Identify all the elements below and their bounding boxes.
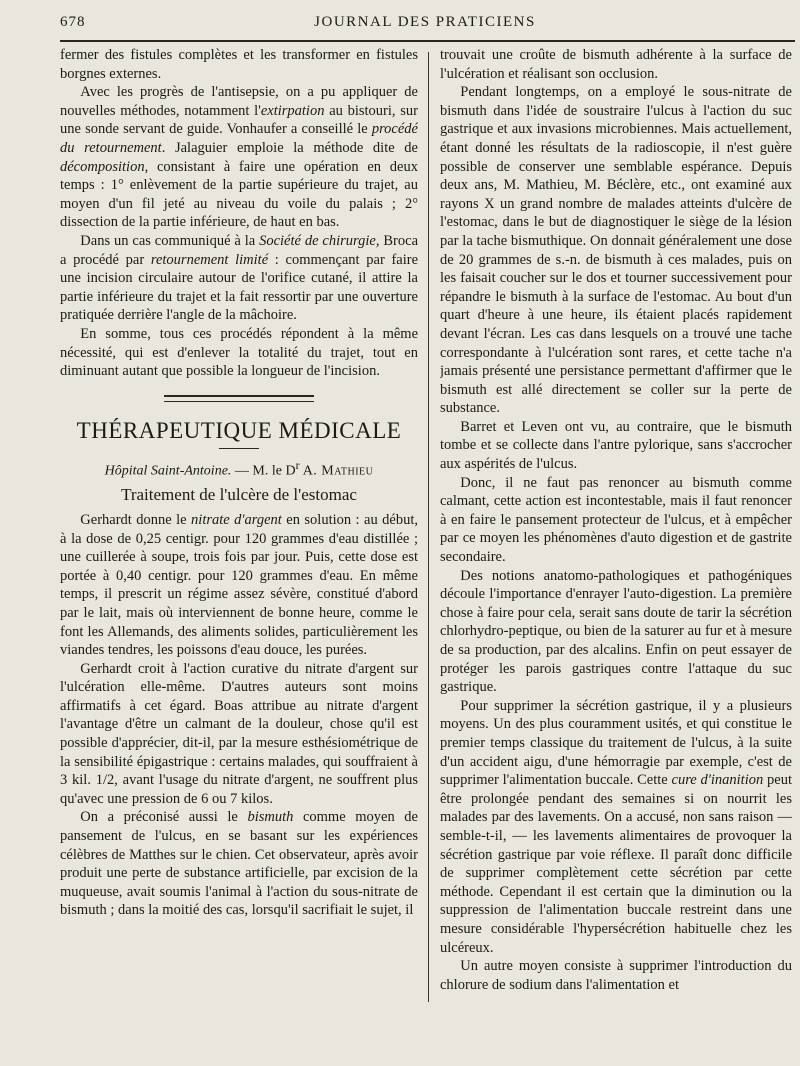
paragraph: Un autre moyen consiste à supprimer l'introduction du chlorure de sodium dans l'alimentation et: [440, 958, 792, 993]
article-title: Traitement de l'ulcère de l'estomac: [121, 484, 357, 504]
paragraph: Gerhardt croit à l'action curative du nitrate d'argent sur l'ulcération elle-même. D'autres auteurs sont moins affirmatifs à cet égard. Boas attribue au nitrate d'argent l'avantage d'être un calmant de la douleur, chose qu'il est possible d'apprécier, dit-il, par la mesure esthésiométrique de la sensibilité épigastrique : certains malades, qui souffraient à 3 kil. 1/2, avant l'usage du nitrate d'argent, ne souffrent plus qu'avec une pression de 6 ou 7 kilos.: [60, 660, 418, 807]
paragraph: Avec les progrès de l'antisepsie, on a pu appliquer de nouvelles méthodes, notamment l'extirpation au bistouri, sur une sonde servant de guide. Vonhaufer a conseillé le procédé du retournement. Jalaguier emploie la méthode dite de décomposition, consistant à faire une opération en deux temps : 1° enlèvement de la partie supérieure du trajet, au moyen d'un fil jeté au niveau du voile du palais ; 2° dissection de la partie inférieure, de haut en bas.: [60, 84, 418, 231]
paragraph: Donc, il ne faut pas renoncer au bismuth comme calmant, cette action est incontestable, mais il faut renoncer à en faire le pansement protecteur de l'ulcus, et à empêcher par ce moyen les phénomènes d'auto digestion et de gastrite secondaire.: [440, 474, 792, 566]
column-divider: [428, 52, 429, 1002]
left-column: [60, 46, 418, 1056]
section-title: THÉRAPEUTIQUE MÉDICALE: [76, 417, 402, 443]
paragraph: Barret et Leven ont vu, au contraire, que le bismuth tombe et se collecte dans l'antre pylorique, sans s'accrocher aux aspérités de l'ulcus.: [440, 418, 792, 473]
paragraph: Pendant longtemps, on a employé le sous-nitrate de bismuth dans l'idée de soustraire l'ulcus à l'action du suc gastrique et aux invasions microbiennes. Mais actuellement, étant donné les résultats de la radioscopie, il n'est guère possible de conserver une semblable espérance. Depuis deux ans, M. Mathieu, M. Béclère, etc., ont examiné aux rayons X un grand nombre de malades atteints d'ulcère de l'estomac, dans le but de diagnostiquer le siège de la lésion par la tache bismuthique. On donnait généralement une dose de 20 grammes de s.-n. de bismuth à ces malades, puis on les faisait coucher sur le dos et tourner successivement pour répandre le bismuth à la surface de l'estomac. Au bout d'un quart d'heure à une heure, ils étaient placés rapidement devant l'écran. Les cas dans lesquels on a trouvé une tache correspondante à l'ulcération sont rares, et cette tache n'a jamais présenté une persistance permettant d'affirmer que le bismuth est allé directement se coller sur la perte de substance.: [440, 84, 792, 417]
header-rule: [60, 40, 795, 42]
section-divider: [164, 395, 314, 402]
paragraph: trouvait une croûte de bismuth adhérente à la surface de l'ulcération et réalisant son occlusion.: [440, 47, 792, 82]
paragraph: On a préconisé aussi le bismuth comme moyen de pansement de l'ulcus, en se basant sur les expériences célèbres de Matthes sur le chien. Cet observateur, après avoir produit une perte de substance artificielle, par excision de la muqueuse, avait soumis l'animal à l'action du sous-nitrate de bismuth ; dans la moitié des cas, lorsqu'il sacrifiait le sujet, il: [60, 809, 418, 919]
paragraph: fermer des fistules complètes et les transformer en fistules borgnes externes.: [60, 47, 418, 82]
journal-title: JOURNAL DES PRATICIENS: [314, 14, 536, 30]
paragraph: En somme, tous ces procédés répondent à la même nécessité, qui est d'enlever la totalité du trajet, tout en diminuant autant que possible la longueur de l'incision.: [60, 325, 418, 380]
title-divider: [219, 448, 259, 449]
paragraph: Dans un cas communiqué à la Société de chirurgie, Broca a procédé par retournement limité : commençant par faire une incision circulaire autour de l'orifice cutané, il attire la partie inférieure du trajet et la fait ressortir par une ouverture pratiquée derrière l'angle de la mâchoire.: [60, 232, 418, 324]
running-header: [60, 12, 790, 36]
paragraph: Gerhardt donne le nitrate d'argent en solution : au début, à la dose de 0,25 centigr. pour 120 grammes d'eau distillée ; une cuillerée à soupe, trois fois par jour. Puis, cette dose est portée à 0,40 centigr. pour 120 grammes d'eau. En même temps, il prescrit un régime assez sévère, constitué d'abord par le lait, mais où interviennent de bonne heure, comme le font les Allemands, des aliments solides, particulièrement les viandes tendres, les poissons d'eau douce, les purées.: [60, 511, 418, 659]
paragraph: Pour supprimer la sécrétion gastrique, il y a plusieurs moyens. Un des plus couramment usités, et qui constitue le premier temps classique du traitement de l'ulcus, à la suite d'un accident aigu, d'une hémorragie par exemple, c'est de supprimer l'alimentation buccale. Cette cure d'inanition peut être prolongée pendant des semaines si on nourrit les malades par des lavements. On a accusé, non sans raison — semble-t-il, — les lavements alimentaires de provoquer la sécrétion gastrique par voie réflexe. Il paraît donc difficile de supprimer complètement cette sécrétion par cette méthode. Cependant il est certain que la diminution ou la suppression de l'alimentation buccale restreint dans une mesure considérable l'hypersécrétion habituelle chez les ulcéreux.: [440, 697, 792, 956]
byline: Hôpital Saint-Antoine. — M. le $D^r$ A. Mathieu: [104, 458, 374, 479]
right-column: [440, 46, 792, 1056]
paragraph: Des notions anatomo-pathologiques et pathogéniques découle l'importance d'enrayer l'auto-digestion. La première chose à faire pour cela, serait sans doute de tarir la sécrétion chlorhydro-peptique, ou bien de la saturer au fur et à mesure de sa production, par des alcalins. Enfin on peut essayer de protéger les parois gastriques contre l'attaque du suc gastrique.: [440, 567, 792, 696]
page-number: 678: [60, 14, 86, 30]
